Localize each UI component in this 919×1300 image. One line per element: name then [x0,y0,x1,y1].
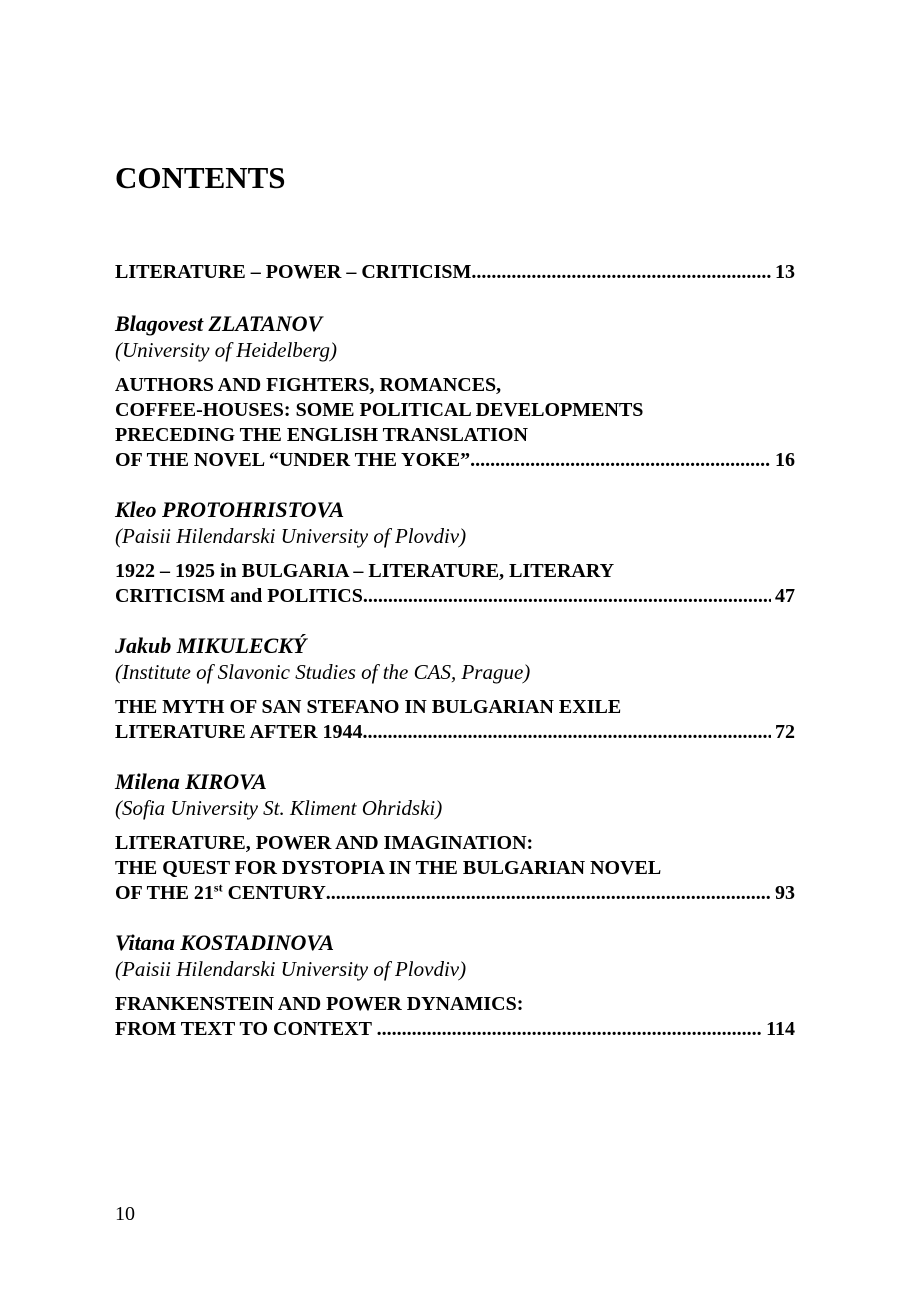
article-title-line: LITERATURE, POWER AND IMAGINATION: [115,832,534,854]
toc-entry [115,497,795,609]
article-title-line: PRECEDING THE ENGLISH TRANSLATION [115,424,528,446]
author-name: Kleo PROTOHRISTOVA [115,497,345,522]
toc-entry-line[interactable] [115,448,795,473]
article-title-line: FROM TEXT TO CONTEXT [115,1018,377,1040]
toc-entry [115,930,795,1042]
author-name: Blagovest ZLATANOV [115,311,323,336]
table-of-contents [115,260,795,1042]
page-ref: 93 [775,882,795,904]
page-ref: 16 [775,449,795,471]
toc-entry-line[interactable] [115,1017,795,1042]
dot-leader [362,720,771,745]
article-title-line: THE MYTH OF SAN STEFANO IN BULGARIAN EXILE [115,696,622,718]
dot-leader [326,881,771,906]
article-title-line [115,881,326,906]
article-title-line: OF THE NOVEL “UNDER THE YOKE” [115,449,471,471]
toc-entry [115,633,795,745]
author-name: Vitana KOSTADINOVA [115,930,335,955]
author-affiliation: (Paisii Hilendarski University of Plovdiv) [115,957,467,981]
toc-entry-line[interactable] [115,720,795,745]
article-title-line: THE QUEST FOR DYSTOPIA IN THE BULGARIAN NOVEL [115,857,662,879]
article-title-line: CRITICISM and POLITICS [115,585,363,607]
title-text: OF THE 21 [115,882,214,904]
toc-entry [115,769,795,906]
author-affiliation: (Paisii Hilendarski University of Plovdiv) [115,524,467,548]
article-title-line: AUTHORS AND FIGHTERS, ROMANCES, [115,374,502,396]
page-ref: 114 [766,1018,795,1040]
toc-entry-line[interactable] [115,584,795,609]
article-title-line: 1922 – 1925 in BULGARIA – LITERATURE, LITERARY [115,560,615,582]
dot-leader [470,448,771,473]
author-affiliation: (Sofia University St. Kliment Ohridski) [115,796,443,820]
page-ref: 47 [775,585,795,607]
article-title-line: LITERATURE AFTER 1944 [115,721,363,743]
article-title-line: COFFEE-HOUSES: SOME POLITICAL DEVELOPMENTS [115,399,644,421]
article-title-line: FRANKENSTEIN AND POWER DYNAMICS: [115,993,524,1015]
toc-section-line[interactable] [115,260,795,285]
section-title: LITERATURE – POWER – CRITICISM [115,261,472,283]
dot-leader [471,260,771,285]
toc-entry [115,311,795,473]
page-number: 10 [115,1203,135,1225]
dot-leader [363,584,771,609]
toc-entry-line[interactable] [115,881,795,906]
author-name: Jakub MIKULECKÝ [115,633,307,658]
title-text: CENTURY [222,882,326,904]
author-name: Milena KIROVA [115,769,267,794]
author-affiliation: (University of Heidelberg) [115,338,337,362]
author-affiliation: (Institute of Slavonic Studies of the CAS, Prague) [115,660,531,684]
page-ref: 13 [775,261,795,283]
page-ref: 72 [775,721,795,743]
page-title: CONTENTS [115,160,286,195]
dot-leader [377,1017,763,1042]
ordinal-suffix: st [213,880,223,895]
